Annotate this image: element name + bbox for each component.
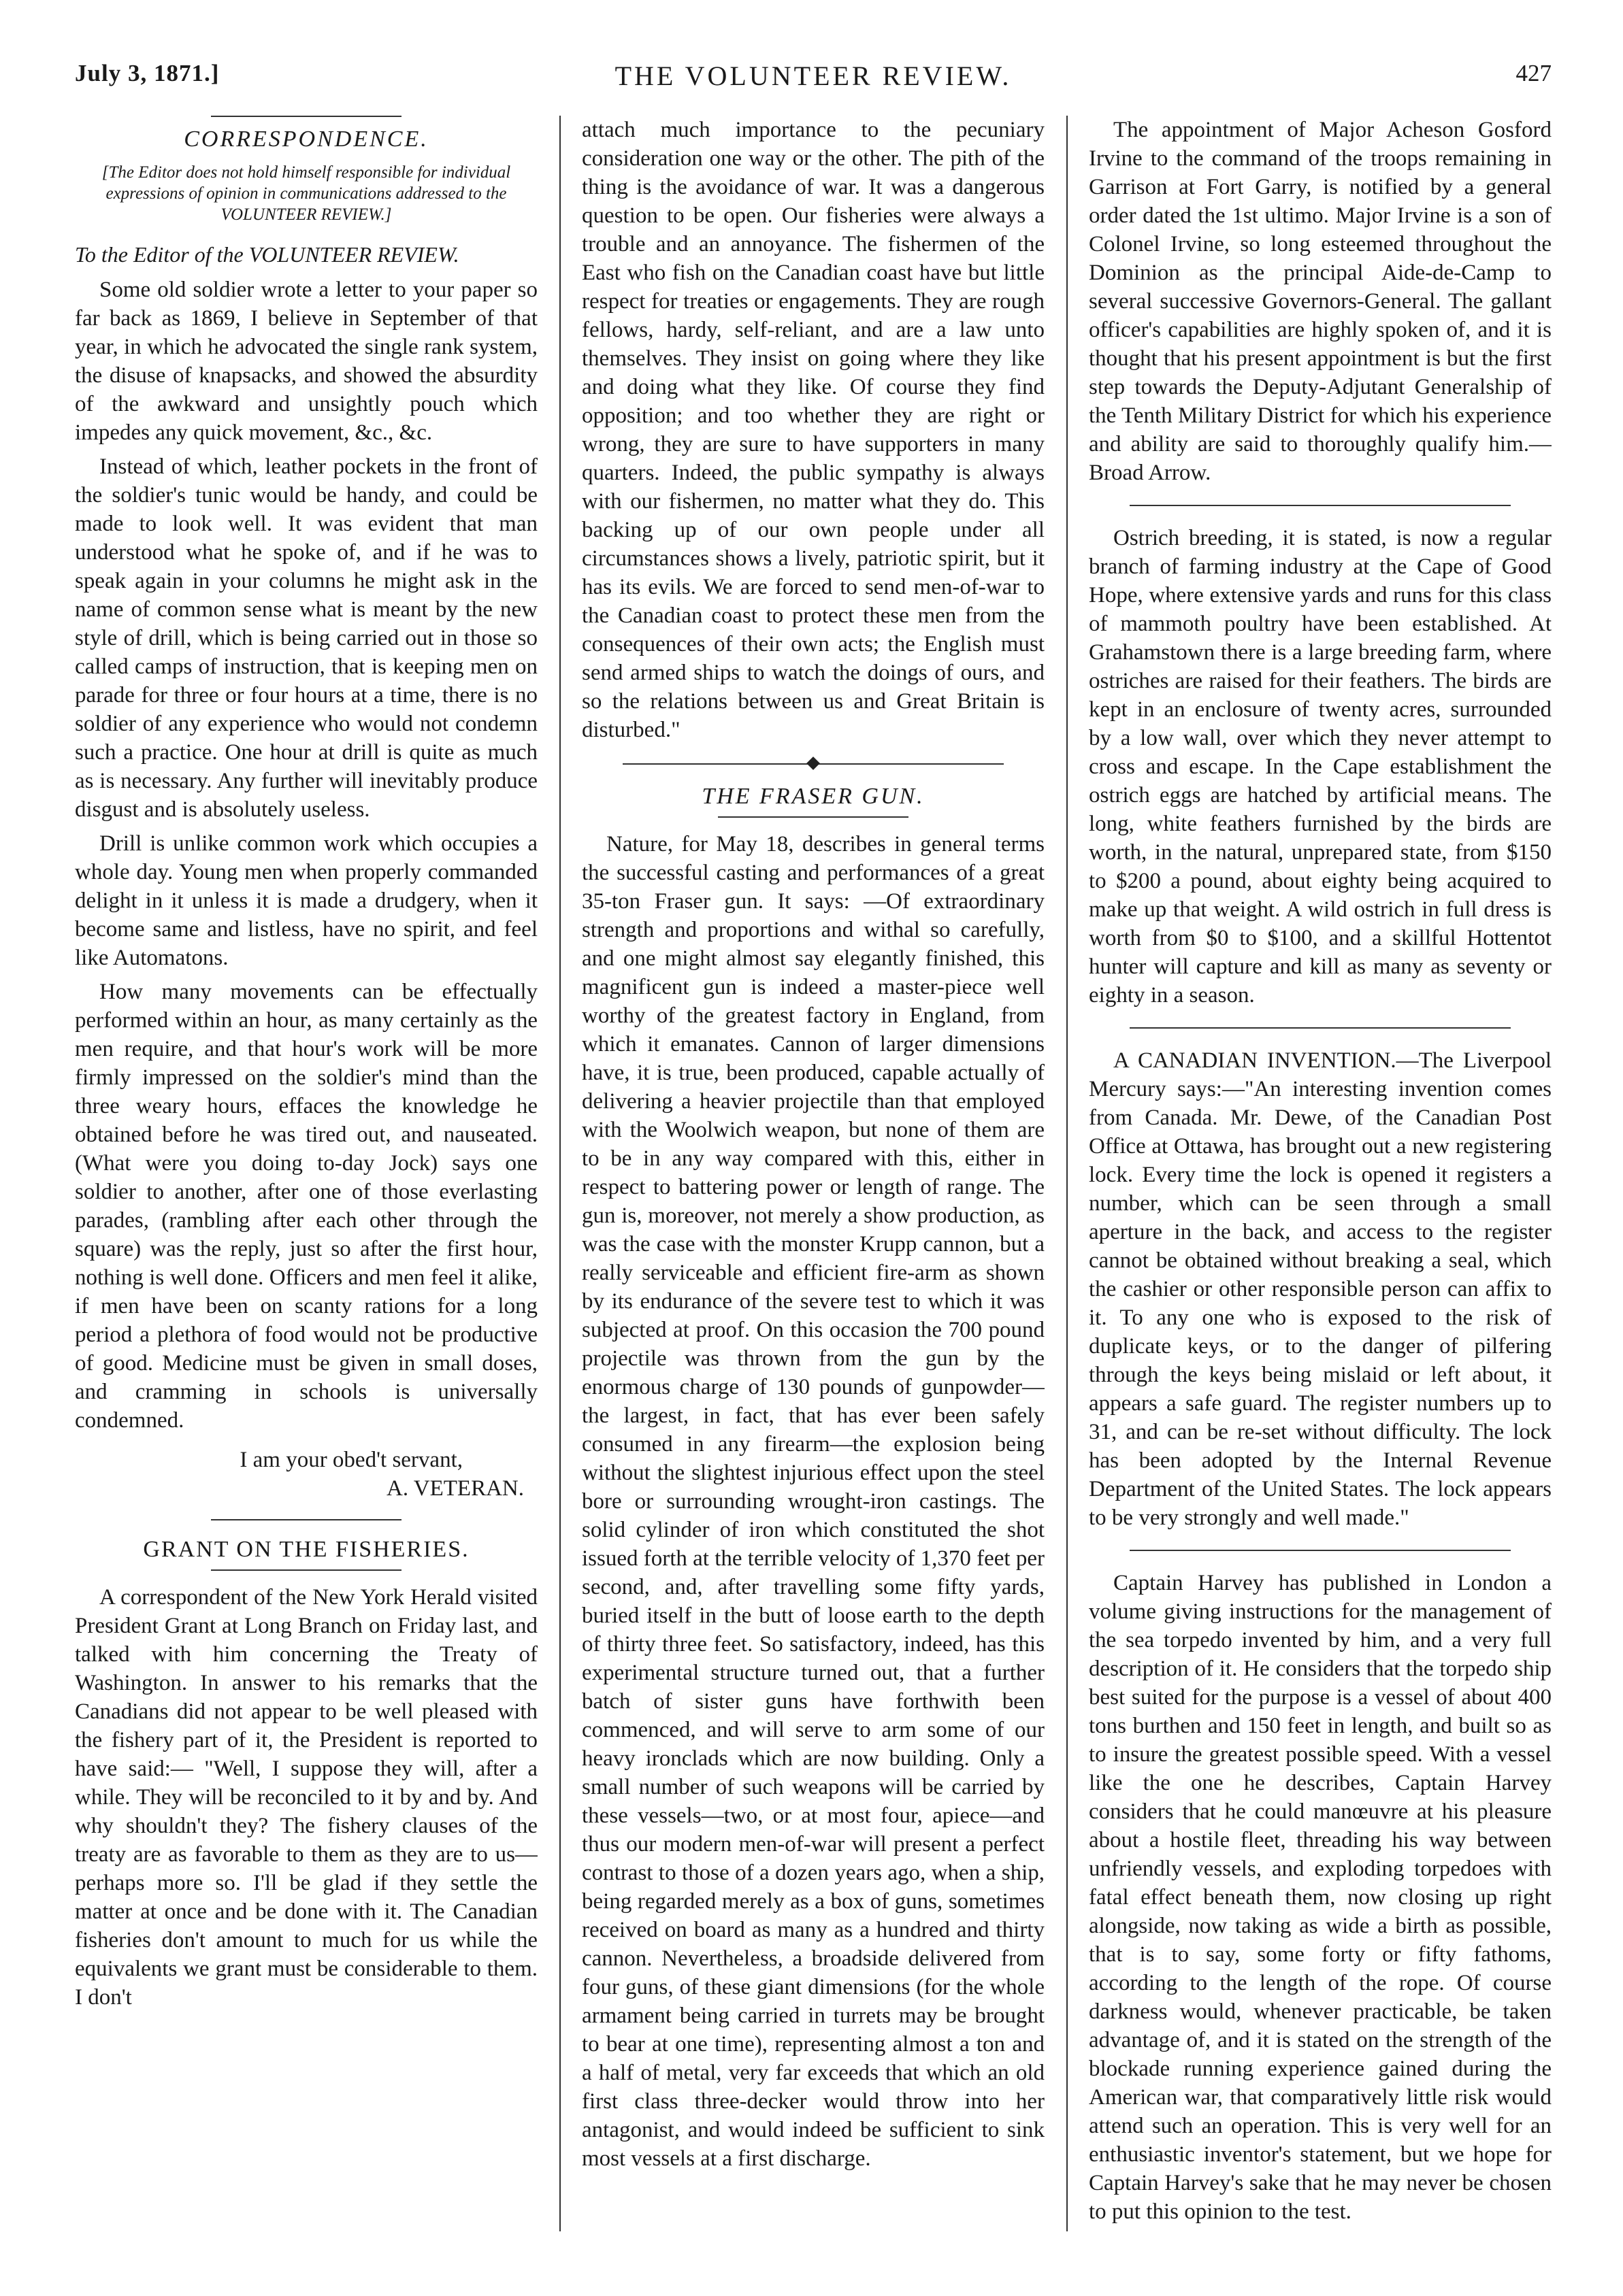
newspaper-page bbox=[75, 54, 1552, 2245]
paragraph: Captain Harvey has published in London a volume giving instructions for the management of the sea torpedo invented by him, and a very full description of it. He considers that the torpedo ship best suited for the purpose is a vessel of about 400 tons burthen and 150 feet in length, and built so as to insure the greatest possible speed. With a vessel like the one he describes, Captain Harvey considers that he could manœuvre at his pleasure about a hostile fleet, threading his way between unfriendly vessels, and exploding torpedoes with fatal effect beneath them, now closing up right alongside, now taking as wide a birth as possible, that is to say, some forty or fifty fathoms, according to the length of the rope. Of course darkness would, whenever practicable, be taken advantage of, and it is stated on the strength of the blockade running experience gained during the American war, that comparatively little risk would attend such an operation. This is very well for an enthusiastic inventor's statement, but we hope for Captain Harvey's sake that he may never be chosen to put this opinion to the test. bbox=[1089, 1571, 1552, 2224]
letter-closing bbox=[75, 1446, 538, 1503]
section-title-fraser-gun: THE FRASER GUN. bbox=[702, 784, 925, 809]
diamond-ornament bbox=[806, 756, 820, 770]
paragraph: The appointment of Major Acheson Gosford Irvine to the command of the troops remaining in Garrison at Fort Garry, is notified by a general order dated the 1st ultimo. Major Irvine is a son of Colonel Irvine, so long esteemed throughout the Dominion as the principal Aide-de-Camp to several successive Governors-General. The gallant officer's capabilities are highly spoken of, and it is thought that his present appointment is but the first step towards the Deputy-Adjutant Generalship of the Tenth Military District for which his experience and ability are said to thoroughly qualify him.—Broad Arrow. bbox=[1089, 118, 1552, 485]
paragraph: Some old soldier wrote a letter to your paper so far back as 1869, I believe in September of that year, in which he advocated the single rank system, the disuse of knapsacks, and showed the absurdity of the awkward and unsightly pouch which impedes any quick movement, &c., &c. bbox=[75, 278, 538, 445]
section-title-correspondence: CORRESPONDENCE. bbox=[184, 127, 429, 152]
column-divider bbox=[1066, 116, 1068, 2231]
paragraph: A correspondent of the New York Herald visited President Grant at Long Branch on Friday last, and talked with him concerning the Treaty of Washington. In answer to his remarks that the Canadians did not appear to be well pleased with the fishery part of it, the President is reported to have said:— "Well, I suppose they will, after a while. They will be reconciled to it by and by. And why shouldn't they? The fishery clauses of the treaty are as favorable to them as they are to us—perhaps more so. I'll be glad if they settle the matter at once and be done with it. The Canadian fisheries don't amount to much for us while the equivalents we grant must be considerable to them. I don't bbox=[75, 1585, 538, 2010]
masthead-title: THE VOLUNTEER REVIEW. bbox=[614, 61, 1012, 91]
page-number: 427 bbox=[1515, 60, 1552, 86]
paragraph: Drill is unlike common work which occupies a whole day. Young men when properly commanded delight in it unless it is made a drudgery, when it become same and listless, have no spirit, and feel like Automatons. bbox=[75, 831, 538, 970]
title-underline bbox=[718, 816, 908, 818]
paragraph: attach much importance to the pecuniary consideration one way or the other. The pith of the thing is the avoidance of war. It was a dangerous question to be open. Our fisheries were always a trouble and an annoyance. The fishermen of the East who fish on the Canadian coast have but little respect for treaties or engagements. They are rough fellows, hardy, self-reliant, and are a law unto themselves. They insist on going where they like and doing what they like. Of course they find opposition; and too whether they are right or wrong, they are sure to have supporters in many quarters. Indeed, the public sympathy is always with our fishermen, no matter what they do. This backing up of our own people under all circumstances shows a lively, patriotic spirit, but it has its evils. We are forced to send men-of-war to the Canadian coast to protect these men from the consequences of their own acts; the English must send armed ships to watch the doings of ours, and so the relations between us and Great Britain is disturbed." bbox=[582, 118, 1045, 742]
issue-date: July 3, 1871.] bbox=[75, 60, 220, 86]
column-divider bbox=[559, 116, 561, 2231]
letter-address: To the Editor of the VOLUNTEER REVIEW. bbox=[75, 242, 459, 267]
paragraph: Ostrich breeding, it is stated, is now a regular branch of farming industry at the Cape of Good Hope, where extensive yards and runs for this class of mammoth poultry have been established. At Grahamstown there is a large breeding farm, where ostriches are raised for their feathers. The birds are kept in an enclosure of twenty acres, surrounded by a low wall, over which they never attempt to cross and escape. In the Cape establishment the ostrich eggs are hatched by artificial means. The long, white feathers furnished by the birds are worth, in the natural, unprepared state, from $150 to $200 a pound, about eighty being acquired to make up that weight. A wild ostrich in full dress is worth from $0 to $100, and a skillful Hottentot hunter will capture and kill as many as seventy or eighty in a season. bbox=[1089, 526, 1552, 1008]
paragraph: How many movements can be effectually performed within an hour, as many certainly as the men require, and that hour's work will be more firmly impressed on the soldier's mind than the three weary hours, effaces the knowledge he obtained before he was tired out, and nauseated. (What were you doing to-day Jock) says one soldier to another, after one of those everlasting parades, (rambling after each other through the square) was the reply, just so after the first hour, nothing is well done. Officers and men feel it alike, if men have been on scanty rations for a long period a plethora of food would not be productive of good. Medicine must be given in small doses, and cramming in schools is universally condemned. bbox=[75, 980, 538, 1433]
title-underline bbox=[211, 1569, 401, 1571]
header-rule bbox=[211, 116, 401, 117]
column-3 bbox=[1089, 116, 1552, 2238]
editor-disclaimer: [The Editor does not hold himself responsible for individual expressions of opinion in communications addressed to the VOLUNTEER REVIEW.] bbox=[101, 163, 511, 224]
section-rule bbox=[1130, 505, 1511, 506]
paragraph: Nature, for May 18, describes in general terms the successful casting and performances of a great 35-ton Fraser gun. It says: —Of extraordinary strength and proportions and withal so carefully, and one might almost say elegantly finished, this magnificent gun is indeed a master-piece well worthy of the greatest factory in England, from which it emanates. Cannon of larger dimensions have, it is true, been produced, capable actually of delivering a heavier projectile than that employed with the Woolwich weapon, but none of them are to be in any way compared with this, either in respect to battering power or length of range. The gun is, moreover, not merely a show production, as was the case with the monster Krupp cannon, but a really serviceable and efficient fire-arm as shown by its endurance of the severe test to which it was subjected at proof. On this occasion the 700 pound projectile was thrown from the gun by the enormous charge of 130 pounds of gunpowder—the largest, in fact, that has ever been safely consumed in any firearm—the explosion being without the slightest injurious effect upon the steel bore or surrounding wrought-iron castings. The solid cylinder of iron which constituted the shot issued forth at the terrible velocity of 1,370 feet per second, and, after travelling some fifty yards, buried itself in the butt of loose earth to the depth of thirty three feet. So satisfactory, indeed, has this experimental structure turned out, that a further batch of sister guns have forthwith been commenced, and will serve to arm some of our heavy ironclads which are now building. Only a small number of such weapons will be carried by these vessels—two, or at most four, apiece—and thus our modern men-of-war will present a perfect contrast to those of a dozen years ago, when a ship, being regarded merely as a box of guns, sometimes received on board as many as a hundred and thirty cannon. Nevertheless, a broadside delivered from four guns, of these giant dimensions (for the whole armament being carried in turrets may be brought to bear at one time), representing almost a ton and a half of metal, very far exceeds that which an old first class three-decker would throw into her antagonist, and would indeed be sufficient to sink most vessels at a first discharge. bbox=[582, 832, 1045, 2171]
section-rule bbox=[211, 1519, 401, 1520]
section-rule bbox=[1130, 1027, 1511, 1029]
section-title-grant: GRANT ON THE FISHERIES. bbox=[143, 1537, 470, 1562]
section-rule bbox=[623, 763, 1004, 765]
column-1 bbox=[75, 116, 538, 2238]
paragraph: Instead of which, leather pockets in the front of the soldier's tunic would be handy, and could be made to look well. It was evident that man understood what he spoke of, and if he was to speak again in your columns he might ask in the name of common sense what is meant by the new style of drill, which is being carried out in those so called camps of instruction, that is keeping men on parade for three or four hours at a time, there is no soldier of any experience who would not condemn such a practice. One hour at drill is quite as much as is necessary. Any further will inevitably produce disgust and is absolutely useless. bbox=[75, 454, 538, 822]
signature: A. VETERAN. bbox=[387, 1476, 524, 1501]
section-rule bbox=[1130, 1550, 1511, 1551]
column-2 bbox=[582, 116, 1045, 2238]
page-header bbox=[75, 54, 1552, 102]
closing-line: I am your obed't servant, bbox=[240, 1448, 463, 1472]
paragraph: A CANADIAN INVENTION.—The Liverpool Mercury says:—"An interesting invention comes from Canada. Mr. Dewe, of the Canadian Post Office at Ottawa, has brought out a new registering lock. Every time the lock is opened it registers a number, which can be seen through a small aperture in the back, and access to the register cannot be obtained without breaking a seal, which the cashier or other responsible person can affix to it. To any one who is exposed to the risk of duplicate keys, or to the danger of pilfering through the keys being mislaid or left about, it appears a safe guard. The register numbers up to 31, and can be re-set without difficulty. The lock has been adopted by the Internal Revenue Department of the United States. The lock appears to be very strongly and well made." bbox=[1089, 1048, 1552, 1530]
